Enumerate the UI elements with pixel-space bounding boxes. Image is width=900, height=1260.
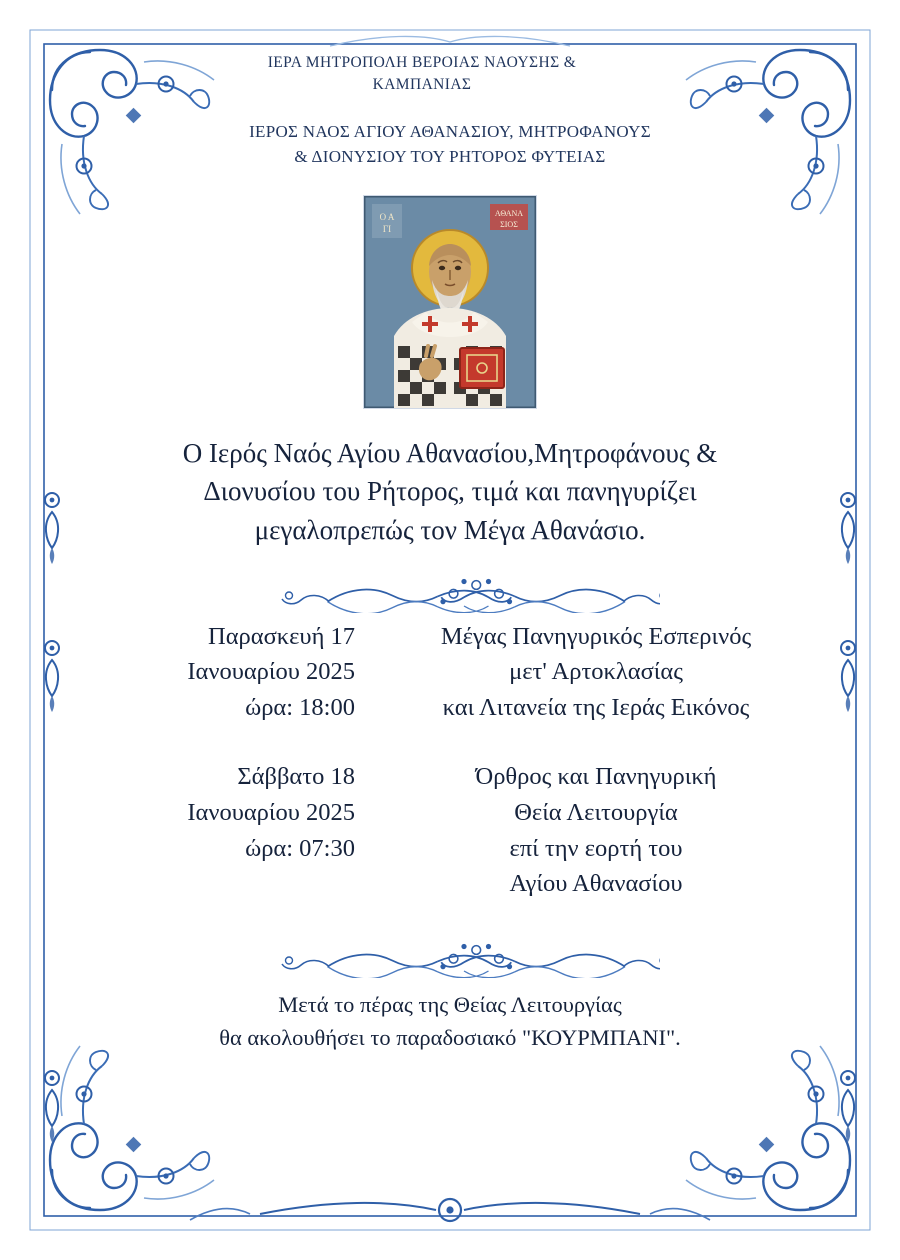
svg-text:ΑΘΑΝΑ: ΑΘΑΝΑ [494,208,524,218]
schedule-when [89,759,381,866]
flourish-divider-bottom [240,936,660,978]
church-block [80,119,820,170]
schedule-date-line-2: Ιανουαρίου 2025 [187,658,355,686]
footer-line-1: Μετά το πέρας της Θείας Λειτουργίας [278,991,622,1017]
footer-note [100,988,800,1056]
flourish-icon [240,571,660,613]
service-line-1: Όρθρος και Πανηγυρική [475,763,717,791]
flourish-divider-top [240,571,660,613]
schedule-date-line-2: Ιανουαρίου 2025 [187,798,355,826]
schedule-service [381,619,811,726]
schedule-time: ώρα: 07:30 [245,834,355,862]
service-line-3: και Λιτανεία της Ιεράς Εικόνος [442,693,750,721]
schedule-date-line-1: Παρασκευή 17 [208,622,355,650]
metropolis-line-2: ΚΑΜΠΑΝΙΑΣ [372,76,472,94]
church-line-1: ΙΕΡΟΣ ΝΑΟΣ ΑΓΙΟΥ ΑΘΑΝΑΣΙΟΥ, ΜΗΤΡΟΦΑΝΟΥΣ [249,121,651,141]
service-line-2: μετ' Αρτοκλασίας [509,658,683,686]
poster-content [80,52,820,1055]
metropolis-block [212,52,632,97]
svg-text:Ο Α: Ο Α [379,211,395,222]
schedule-date-line-1: Σάββατο 18 [237,763,355,791]
statement-line-1: Ο Ιερός Ναός Αγίου Αθανασίου,Μητροφάνους & [182,437,718,468]
schedule-when [89,619,381,726]
metropolis-line-1: ΙΕΡΑ ΜΗΤΡΟΠΟΛΗ ΒΕΡΟΙΑΣ ΝΑΟΥΣΗΣ & [267,54,577,71]
schedule-list [85,619,815,902]
church-line-2: & ΔΙΟΝΥΣΙΟΥ ΤΟΥ ΡΗΤΟΡΟΣ ΦΥΤΕΙΑΣ [294,147,606,167]
statement-line-2: Διονυσίου του Ρήτορος, τιμά και πανηγυρίζει [203,476,697,507]
footer-line-2: θα ακολουθήσει το παραδοσιακό "ΚΟΥΡΜΠΑΝΙ". [219,1025,681,1051]
festival-statement [85,434,815,549]
service-line-2: Θεία Λειτουργία [514,798,678,826]
saint-icon-image [364,196,536,408]
statement-line-3: μεγαλοπρεπώς τον Μέγα Αθανάσιο. [254,514,646,545]
schedule-time: ώρα: 18:00 [245,693,355,721]
schedule-row [85,619,815,726]
schedule-service [381,759,811,901]
service-line-3: επί την εορτή του [509,834,683,862]
service-line-1: Μέγας Πανηγυρικός Εσπερινός [440,622,752,650]
svg-text:ΣΙΟΣ: ΣΙΟΣ [500,219,518,229]
icon-saint-athanasios [364,196,536,408]
svg-text:ΓΙ: ΓΙ [382,223,392,234]
service-line-4: Αγίου Αθανασίου [509,870,683,898]
flourish-icon [240,936,660,978]
schedule-row [85,759,815,901]
